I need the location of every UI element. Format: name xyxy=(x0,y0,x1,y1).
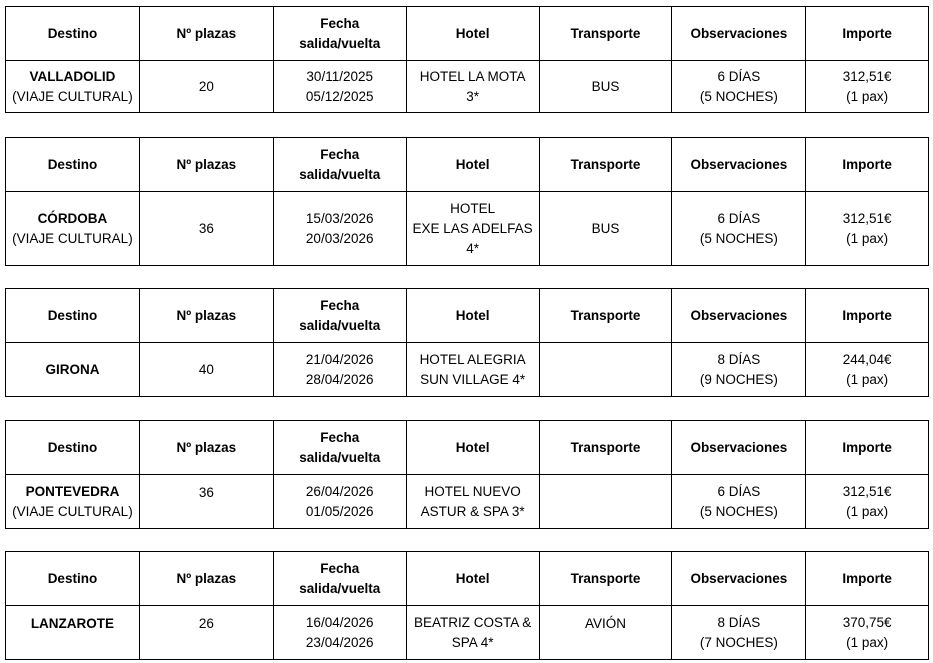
header-importe: Importe xyxy=(806,138,929,192)
header-fecha-line2: salida/vuelta xyxy=(299,166,381,182)
cell-hotel xyxy=(406,475,539,529)
destino-name: CÓRDOBA xyxy=(37,210,108,226)
header-fecha xyxy=(273,138,406,192)
cell-observaciones xyxy=(672,475,806,529)
header-fecha-line2: salida/vuelta xyxy=(299,580,381,596)
header-fecha-line2: salida/vuelta xyxy=(299,317,381,333)
header-fecha xyxy=(273,421,406,475)
trip-row xyxy=(6,343,929,397)
cell-transporte: AVIÓN xyxy=(539,606,672,660)
fecha-vuelta: 01/05/2026 xyxy=(305,503,374,519)
importe-amount: 312,51€ xyxy=(842,68,892,84)
importe-pax: (1 pax) xyxy=(846,88,889,104)
trip-row xyxy=(6,192,929,266)
fecha-vuelta: 05/12/2025 xyxy=(305,88,374,104)
cell-fecha xyxy=(273,475,406,529)
hotel-line: BEATRIZ COSTA & xyxy=(413,614,532,630)
obs-dias: 6 DÍAS xyxy=(717,210,761,226)
fecha-vuelta: 20/03/2026 xyxy=(305,230,374,246)
cell-hotel xyxy=(406,606,539,660)
cell-transporte: BUS xyxy=(539,61,672,113)
trip-row xyxy=(6,475,929,529)
hotel-line: HOTEL ALEGRIA xyxy=(419,351,526,367)
header-destino: Destino xyxy=(6,421,140,475)
hotel-line: ASTUR & SPA 3* xyxy=(420,503,525,519)
cell-fecha xyxy=(273,343,406,397)
fecha-vuelta: 23/04/2026 xyxy=(305,634,374,650)
cell-transporte: BUS xyxy=(539,192,672,266)
header-observaciones: Observaciones xyxy=(672,7,806,61)
header-observaciones: Observaciones xyxy=(672,421,806,475)
header-fecha xyxy=(273,552,406,606)
fecha-salida: 30/11/2025 xyxy=(306,68,373,84)
fecha-salida: 15/03/2026 xyxy=(305,210,374,226)
header-hotel: Hotel xyxy=(406,138,539,192)
obs-dias: 8 DÍAS xyxy=(717,351,761,367)
header-fecha-line1: Fecha xyxy=(320,297,360,313)
hotel-line: HOTEL NUEVO xyxy=(424,483,521,499)
header-importe: Importe xyxy=(806,7,929,61)
cell-hotel xyxy=(406,343,539,397)
cell-destino xyxy=(6,606,140,660)
cell-plazas: 20 xyxy=(139,61,273,113)
header-fecha xyxy=(273,7,406,61)
importe-amount: 312,51€ xyxy=(842,483,892,499)
importe-pax: (1 pax) xyxy=(846,634,889,650)
cell-importe xyxy=(806,61,929,113)
cell-hotel xyxy=(406,192,539,266)
header-destino: Destino xyxy=(6,552,140,606)
destino-name: VALLADOLID xyxy=(29,68,116,84)
trip-table-3 xyxy=(5,420,929,529)
cell-fecha xyxy=(273,61,406,113)
header-row xyxy=(6,289,929,343)
cell-importe xyxy=(806,192,929,266)
cell-importe xyxy=(806,475,929,529)
importe-amount: 370,75€ xyxy=(842,614,892,630)
obs-noches: (5 NOCHES) xyxy=(699,88,778,104)
trip-table-2 xyxy=(5,288,929,397)
obs-dias: 6 DÍAS xyxy=(717,68,761,84)
header-hotel: Hotel xyxy=(406,421,539,475)
destino-subtitle: (VIAJE CULTURAL) xyxy=(12,230,133,246)
header-destino: Destino xyxy=(6,138,140,192)
header-importe: Importe xyxy=(806,289,929,343)
cell-observaciones xyxy=(672,192,806,266)
header-plazas: Nº plazas xyxy=(139,289,273,343)
cell-fecha xyxy=(273,606,406,660)
hotel-line: 4* xyxy=(466,240,479,256)
header-destino: Destino xyxy=(6,7,140,61)
hotel-line: SPA 4* xyxy=(451,634,494,650)
importe-amount: 244,04€ xyxy=(842,351,892,367)
trip-table-4 xyxy=(5,551,929,660)
header-row xyxy=(6,421,929,475)
fecha-salida: 16/04/2026 xyxy=(305,614,374,630)
cell-destino xyxy=(6,61,140,113)
hotel-line: EXE LAS ADELFAS xyxy=(412,220,533,236)
header-hotel: Hotel xyxy=(406,552,539,606)
fecha-salida: 21/04/2026 xyxy=(305,351,374,367)
obs-noches: (9 NOCHES) xyxy=(699,371,778,387)
header-plazas: Nº plazas xyxy=(139,552,273,606)
trip-table-0 xyxy=(5,6,929,113)
trip-row xyxy=(6,606,929,660)
cell-destino xyxy=(6,343,140,397)
header-fecha-line1: Fecha xyxy=(320,560,360,576)
destino-subtitle: (VIAJE CULTURAL) xyxy=(12,503,133,519)
header-transporte: Transporte xyxy=(539,552,672,606)
fecha-salida: 26/04/2026 xyxy=(305,483,374,499)
header-plazas: Nº plazas xyxy=(139,7,273,61)
destino-name: LANZAROTE xyxy=(30,616,115,631)
cell-destino xyxy=(6,192,140,266)
header-observaciones: Observaciones xyxy=(672,289,806,343)
obs-noches: (7 NOCHES) xyxy=(699,634,778,650)
header-transporte: Transporte xyxy=(539,7,672,61)
cell-plazas: 40 xyxy=(139,343,273,397)
header-importe: Importe xyxy=(806,421,929,475)
importe-amount: 312,51€ xyxy=(842,210,892,226)
hotel-line: HOTEL xyxy=(450,200,496,216)
header-fecha-line1: Fecha xyxy=(320,15,360,31)
header-fecha-line1: Fecha xyxy=(320,429,360,445)
header-hotel: Hotel xyxy=(406,289,539,343)
obs-noches: (5 NOCHES) xyxy=(699,230,778,246)
cell-observaciones xyxy=(672,61,806,113)
cell-plazas: 26 xyxy=(139,606,273,660)
header-row xyxy=(6,138,929,192)
header-row xyxy=(6,552,929,606)
cell-importe xyxy=(806,343,929,397)
header-fecha-line2: salida/vuelta xyxy=(299,449,381,465)
destino-subtitle: (VIAJE CULTURAL) xyxy=(12,88,133,104)
cell-fecha xyxy=(273,192,406,266)
destino-name: GIRONA xyxy=(45,361,100,377)
header-transporte: Transporte xyxy=(539,421,672,475)
obs-noches: (5 NOCHES) xyxy=(699,503,778,519)
hotel-line: HOTEL LA MOTA xyxy=(419,68,526,84)
destino-name: PONTEVEDRA xyxy=(25,483,120,499)
importe-pax: (1 pax) xyxy=(846,371,889,387)
header-transporte: Transporte xyxy=(539,289,672,343)
cell-observaciones xyxy=(672,343,806,397)
fecha-vuelta: 28/04/2026 xyxy=(305,371,374,387)
importe-pax: (1 pax) xyxy=(846,503,889,519)
header-fecha-line2: salida/vuelta xyxy=(299,35,381,51)
cell-destino xyxy=(6,475,140,529)
hotel-line: 3* xyxy=(466,88,479,104)
trip-row xyxy=(6,61,929,113)
cell-plazas: 36 xyxy=(139,475,273,529)
obs-dias: 6 DÍAS xyxy=(717,483,761,499)
header-row xyxy=(6,7,929,61)
header-fecha xyxy=(273,289,406,343)
cell-transporte xyxy=(539,475,672,529)
header-plazas: Nº plazas xyxy=(139,421,273,475)
obs-dias: 8 DÍAS xyxy=(717,614,761,630)
header-destino: Destino xyxy=(6,289,140,343)
cell-importe xyxy=(806,606,929,660)
header-importe: Importe xyxy=(806,552,929,606)
cell-hotel xyxy=(406,61,539,113)
cell-observaciones xyxy=(672,606,806,660)
header-observaciones: Observaciones xyxy=(672,138,806,192)
cell-plazas: 36 xyxy=(139,192,273,266)
hotel-line: SUN VILLAGE 4* xyxy=(420,371,526,387)
header-plazas: Nº plazas xyxy=(139,138,273,192)
importe-pax: (1 pax) xyxy=(846,230,889,246)
header-transporte: Transporte xyxy=(539,138,672,192)
header-hotel: Hotel xyxy=(406,7,539,61)
header-fecha-line1: Fecha xyxy=(320,146,360,162)
trip-table-1 xyxy=(5,137,929,266)
cell-transporte xyxy=(539,343,672,397)
header-observaciones: Observaciones xyxy=(672,552,806,606)
